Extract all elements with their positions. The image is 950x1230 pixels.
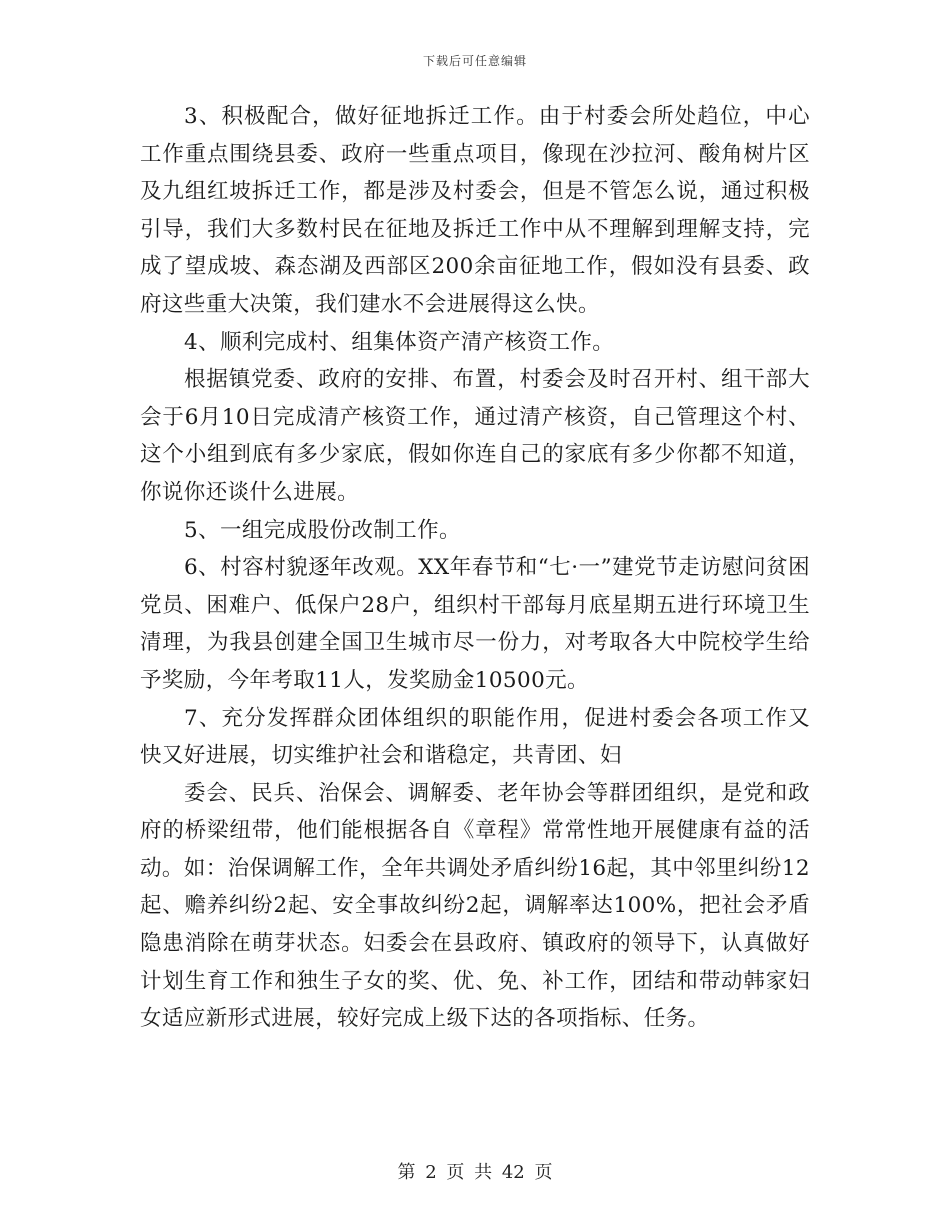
paragraph-item-5: 5、一组完成股份改制工作。 (184, 517, 461, 543)
paragraph-mass-organizations: 委会、民兵、治保会、调解委、老年协会等群团组织，是党和政府的桥梁纽带，他们能根据各自《章程》常常性地开展健康有益的活动。如：治保调解工作，全年共调处矛盾纠纷16起，其中邻里纠纷12起、赡养纠纷2起、安全事故纠纷2起，调解率达100%，把社会矛盾隐患消除在萌芽状态。妇委会在县政府、镇政府的领导下，认真做好计划生育工作和独生子女的奖、优、免、补工作，团结和带动韩家妇女适应新形式进展，较好完成上级下达的各项指标、任务。 (140, 780, 810, 1032)
paragraph-item-3: 3、积极配合，做好征地拆迁工作。由于村委会所处趋位，中心工作重点围绕县委、政府一些重点项目，像现在沙拉河、酸角树片区及九组红坡拆迁工作，都是涉及村委会，但是不管怎么说，通过积极引导，我们大多数村民在征地及拆迁工作中从不理解到理解支持，完成了望成坡、森态湖及西部区200余亩征地工作，假如没有县委、政府这些重大决策，我们建水不会进展得这么快。 (140, 104, 810, 317)
paragraph-item-7: 7、充分发挥群众团体组织的职能作用，促进村委会各项工作又快又好进展，切实维护社会和谐稳定，共青团、妇 (140, 705, 810, 769)
document-body (140, 98, 810, 1038)
page-number: 第 2 页 共 42 页 (397, 1162, 553, 1183)
paragraph-item-4: 4、顺利完成村、组集体资产清产核资工作。 (184, 329, 615, 355)
paragraph-asset-verification: 根据镇党委、政府的安排、布置，村委会及时召开村、组干部大会于6月10日完成清产核资工作，通过清产核资，自己管理这个村、这个小组到底有多少家底，假如你连自己的家底有多少你都不知道，你说你还谈什么进展。 (140, 367, 810, 505)
page-header: 下载后可任意编辑 (422, 54, 527, 68)
paragraph-item-6: 6、村容村貌逐年改观。XX年春节和“七·一”建党节走访慰问贫困党员、困难户、低保户28户，组织村干部每月底星期五进行环境卫生清理，为我县创建全国卫生城市尽一份力，对考取各大中院校学生给予奖励，今年考取11人，发奖励金10500元。 (140, 555, 810, 693)
